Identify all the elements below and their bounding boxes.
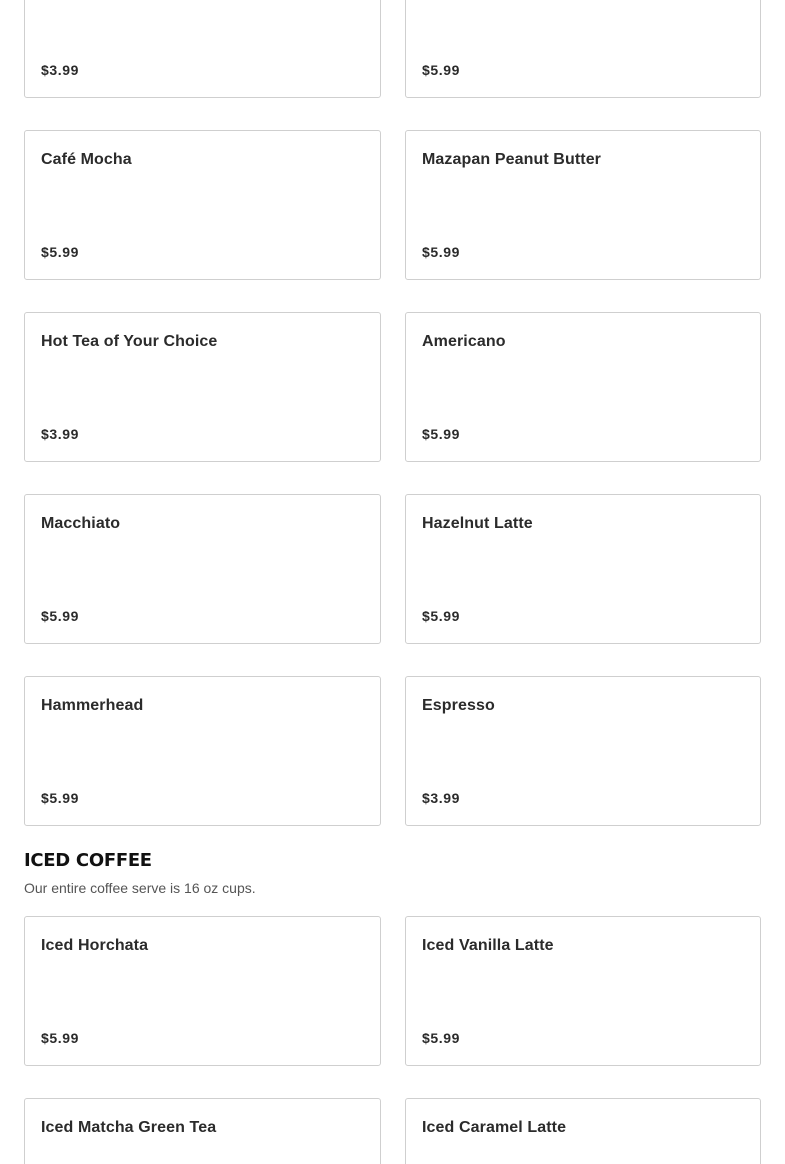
menu-item-name: Espresso: [422, 697, 495, 714]
menu-item-card[interactable]: [24, 1098, 381, 1164]
menu-grid-iced-coffee: [24, 916, 761, 1164]
menu-item-card[interactable]: [24, 312, 381, 462]
menu-item-price: $5.99: [422, 244, 461, 260]
menu-item-card[interactable]: [405, 1098, 761, 1164]
menu-item-name: Iced Vanilla Latte: [422, 937, 554, 954]
menu-item-name: Hazelnut Latte: [422, 515, 533, 532]
menu-item-card[interactable]: [24, 676, 381, 826]
menu-item-name: Hot Tea of Your Choice: [41, 333, 218, 350]
menu-item-price: $5.99: [41, 608, 80, 624]
menu-item-card[interactable]: [405, 676, 761, 826]
section-title-iced-coffee: ICED COFFEE: [24, 850, 152, 871]
menu-item-name: Iced Caramel Latte: [422, 1119, 567, 1136]
menu-item-price: $3.99: [422, 790, 461, 806]
menu-item-name: Iced Horchata: [41, 937, 149, 954]
menu-item-card[interactable]: [24, 916, 381, 1066]
menu-item-name: Iced Matcha Green Tea: [41, 1119, 217, 1136]
menu-grid-top: [24, 0, 761, 826]
menu-item-card[interactable]: [405, 494, 761, 644]
menu-item-name: Americano: [422, 333, 506, 350]
menu-item-name: Hammerhead: [41, 697, 144, 714]
section-description: Our entire coffee serve is 16 oz cups.: [24, 880, 256, 896]
menu-item-price: $5.99: [41, 790, 80, 806]
menu-item-price: $3.99: [41, 62, 80, 78]
menu-item-price: $5.99: [422, 1030, 461, 1046]
menu-item-card[interactable]: [24, 0, 381, 98]
menu-item-card[interactable]: [405, 312, 761, 462]
menu-item-price: $5.99: [422, 608, 461, 624]
menu-item-card[interactable]: [405, 916, 761, 1066]
menu-item-card[interactable]: [405, 0, 761, 98]
menu-item-card[interactable]: [24, 130, 381, 280]
menu-item-price: $5.99: [422, 426, 461, 442]
menu-item-name: Café Mocha: [41, 151, 132, 168]
menu-item-price: $5.99: [41, 1030, 80, 1046]
menu-item-card[interactable]: [405, 130, 761, 280]
menu-item-name: Mazapan Peanut Butter: [422, 151, 602, 168]
menu-item-price: $5.99: [422, 62, 461, 78]
menu-item-price: $3.99: [41, 426, 80, 442]
menu-item-price: $5.99: [41, 244, 80, 260]
menu-item-name: Macchiato: [41, 515, 121, 532]
menu-item-card[interactable]: [24, 494, 381, 644]
